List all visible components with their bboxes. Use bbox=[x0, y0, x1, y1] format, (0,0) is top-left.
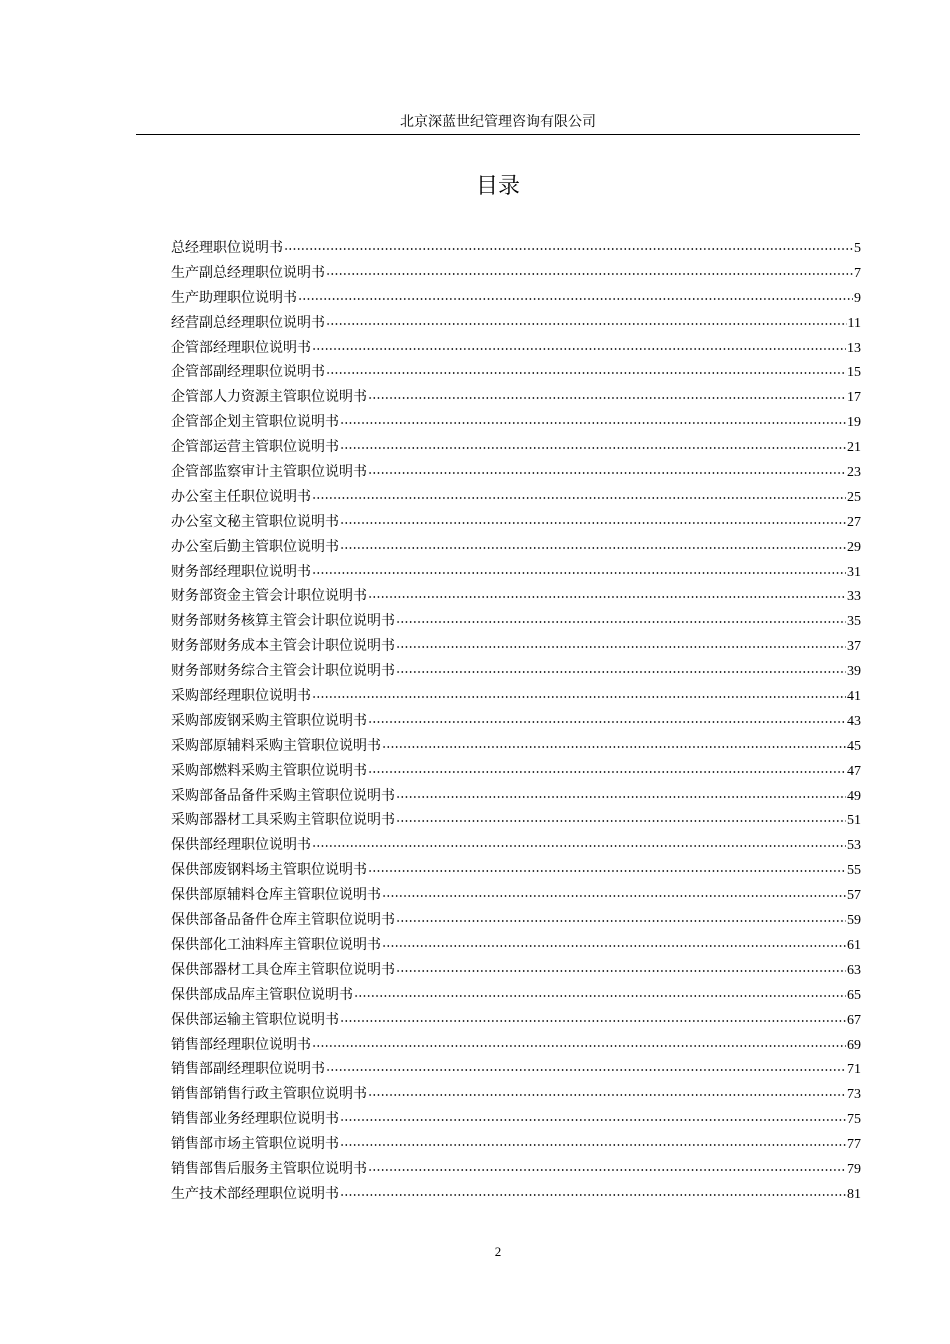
toc-entry-label: 办公室后勤主管职位说明书 bbox=[171, 538, 339, 555]
toc-dot-leader bbox=[368, 389, 846, 401]
toc-entry-page-number: 13 bbox=[847, 340, 861, 356]
toc-entry-page-number: 43 bbox=[847, 713, 861, 729]
toc-dot-leader bbox=[368, 862, 846, 874]
toc-dot-leader bbox=[312, 837, 846, 849]
toc-entry-page-number: 29 bbox=[847, 539, 861, 555]
toc-dot-leader bbox=[312, 564, 846, 576]
toc-entry-label: 财务部财务核算主管会计职位说明书 bbox=[171, 613, 395, 630]
toc-entry[interactable] bbox=[171, 883, 861, 908]
toc-entry-page-number: 39 bbox=[847, 664, 861, 680]
toc-entry[interactable] bbox=[171, 360, 861, 385]
toc-entry[interactable] bbox=[171, 560, 861, 585]
toc-entry-page-number: 55 bbox=[847, 863, 861, 879]
toc-dot-leader bbox=[396, 962, 846, 974]
toc-entry-page-number: 25 bbox=[847, 489, 861, 505]
toc-entry-label: 企管部经理职位说明书 bbox=[171, 339, 311, 356]
toc-entry[interactable] bbox=[171, 709, 861, 734]
toc-entry[interactable] bbox=[171, 261, 861, 286]
toc-dot-leader bbox=[284, 240, 853, 252]
toc-entry-page-number: 75 bbox=[847, 1112, 861, 1128]
toc-entry[interactable] bbox=[171, 584, 861, 609]
toc-entry-page-number: 61 bbox=[847, 937, 861, 953]
toc-entry-page-number: 15 bbox=[847, 365, 861, 381]
toc-dot-leader bbox=[340, 539, 846, 551]
toc-entry[interactable] bbox=[171, 684, 861, 709]
toc-dot-leader bbox=[368, 713, 846, 725]
toc-entry-label: 企管部运营主管职位说明书 bbox=[171, 439, 339, 456]
toc-entry-page-number: 23 bbox=[847, 465, 861, 481]
toc-entry-page-number: 19 bbox=[847, 415, 861, 431]
toc-entry-label: 生产副总经理职位说明书 bbox=[171, 264, 325, 281]
toc-entry[interactable] bbox=[171, 808, 861, 833]
toc-entry-label: 企管部监察审计主管职位说明书 bbox=[171, 464, 367, 481]
toc-entry-label: 采购部经理职位说明书 bbox=[171, 688, 311, 705]
toc-dot-leader bbox=[396, 788, 846, 800]
toc-entry-page-number: 51 bbox=[847, 813, 861, 829]
toc-entry-page-number: 63 bbox=[847, 962, 861, 978]
toc-entry[interactable] bbox=[171, 958, 861, 983]
toc-entry[interactable] bbox=[171, 460, 861, 485]
toc-entry-page-number: 21 bbox=[847, 440, 861, 456]
toc-dot-leader bbox=[326, 315, 847, 327]
toc-entry-page-number: 33 bbox=[847, 589, 861, 605]
toc-entry[interactable] bbox=[171, 833, 861, 858]
toc-entry[interactable] bbox=[171, 336, 861, 361]
toc-dot-leader bbox=[326, 265, 853, 277]
toc-dot-leader bbox=[396, 812, 846, 824]
page-title: 目录 bbox=[475, 174, 520, 199]
toc-entry[interactable] bbox=[171, 236, 861, 261]
toc-dot-leader bbox=[312, 340, 846, 352]
toc-dot-leader bbox=[312, 1037, 846, 1049]
toc-entry[interactable] bbox=[171, 1008, 861, 1033]
toc-entry[interactable] bbox=[171, 659, 861, 684]
toc-entry-label: 财务部经理职位说明书 bbox=[171, 563, 311, 580]
toc-entry-label: 采购部器材工具采购主管职位说明书 bbox=[171, 812, 395, 829]
toc-entry-page-number: 67 bbox=[847, 1012, 861, 1028]
toc-entry-page-number: 53 bbox=[847, 838, 861, 854]
toc-entry[interactable] bbox=[171, 634, 861, 659]
toc-dot-leader bbox=[396, 912, 846, 924]
toc-entry-label: 办公室主任职位说明书 bbox=[171, 488, 311, 505]
toc-entry[interactable] bbox=[171, 1157, 861, 1182]
toc-entry-page-number: 59 bbox=[847, 913, 861, 929]
toc-entry[interactable] bbox=[171, 1057, 861, 1082]
toc-entry-label: 销售部业务经理职位说明书 bbox=[171, 1111, 339, 1128]
toc-entry[interactable] bbox=[171, 1033, 861, 1058]
toc-dot-leader bbox=[382, 887, 846, 899]
toc-dot-leader bbox=[340, 414, 846, 426]
toc-entry-label: 采购部废钢采购主管职位说明书 bbox=[171, 712, 367, 729]
toc-entry[interactable] bbox=[171, 759, 861, 784]
toc-dot-leader bbox=[340, 514, 846, 526]
toc-entry-page-number: 77 bbox=[847, 1137, 861, 1153]
toc-entry-page-number: 41 bbox=[847, 689, 861, 705]
toc-entry[interactable] bbox=[171, 933, 861, 958]
toc-entry-label: 保供部运输主管职位说明书 bbox=[171, 1011, 339, 1028]
toc-entry-label: 销售部销售行政主管职位说明书 bbox=[171, 1086, 367, 1103]
toc-dot-leader bbox=[382, 738, 846, 750]
toc-dot-leader bbox=[368, 1086, 846, 1098]
toc-entry-label: 企管部企划主管职位说明书 bbox=[171, 414, 339, 431]
toc-entry-label: 保供部经理职位说明书 bbox=[171, 837, 311, 854]
toc-entry-page-number: 49 bbox=[847, 788, 861, 804]
toc-entry-label: 保供部器材工具仓库主管职位说明书 bbox=[171, 961, 395, 978]
toc-entry-page-number: 47 bbox=[847, 763, 861, 779]
toc-entry-page-number: 37 bbox=[847, 639, 861, 655]
toc-entry-page-number: 31 bbox=[847, 564, 861, 580]
toc-entry-page-number: 45 bbox=[847, 738, 861, 754]
toc-entry-page-number: 5 bbox=[854, 241, 861, 256]
toc-entry-label: 财务部财务成本主管会计职位说明书 bbox=[171, 638, 395, 655]
toc-entry-page-number: 27 bbox=[847, 514, 861, 530]
table-of-contents bbox=[171, 236, 861, 1207]
toc-dot-leader bbox=[382, 937, 846, 949]
toc-entry-label: 办公室文秘主管职位说明书 bbox=[171, 513, 339, 530]
toc-dot-leader bbox=[354, 987, 846, 999]
toc-entry-page-number: 17 bbox=[847, 390, 861, 406]
toc-dot-leader bbox=[326, 1061, 846, 1073]
toc-entry[interactable] bbox=[171, 535, 861, 560]
toc-entry-label: 采购部备品备件采购主管职位说明书 bbox=[171, 787, 395, 804]
toc-entry-label: 总经理职位说明书 bbox=[171, 240, 283, 256]
toc-entry-page-number: 65 bbox=[847, 987, 861, 1003]
toc-entry-label: 企管部人力资源主管职位说明书 bbox=[171, 389, 367, 406]
page-number: 2 bbox=[494, 1244, 502, 1259]
toc-entry[interactable] bbox=[171, 983, 861, 1008]
toc-entry-label: 采购部原辅料采购主管职位说明书 bbox=[171, 737, 381, 754]
toc-entry[interactable] bbox=[171, 286, 861, 311]
toc-dot-leader bbox=[340, 1136, 846, 1148]
toc-entry-page-number: 7 bbox=[854, 265, 861, 281]
toc-dot-leader bbox=[340, 1186, 846, 1198]
toc-entry-page-number: 9 bbox=[854, 290, 861, 306]
toc-entry[interactable] bbox=[171, 385, 861, 410]
toc-entry[interactable] bbox=[171, 1082, 861, 1107]
toc-entry[interactable] bbox=[171, 1107, 861, 1132]
toc-dot-leader bbox=[368, 588, 846, 600]
toc-dot-leader bbox=[340, 1111, 846, 1123]
toc-entry-label: 生产助理职位说明书 bbox=[171, 289, 297, 306]
toc-entry[interactable] bbox=[171, 908, 861, 933]
toc-entry-label: 销售部市场主管职位说明书 bbox=[171, 1136, 339, 1153]
toc-entry-label: 财务部财务综合主管会计职位说明书 bbox=[171, 663, 395, 680]
toc-entry-label: 保供部成品库主管职位说明书 bbox=[171, 986, 353, 1003]
toc-entry[interactable] bbox=[171, 784, 861, 809]
toc-entry[interactable] bbox=[171, 410, 861, 435]
toc-entry-page-number: 79 bbox=[847, 1161, 861, 1177]
toc-entry-label: 保供部化工油料库主管职位说明书 bbox=[171, 936, 381, 953]
toc-entry[interactable] bbox=[171, 311, 861, 336]
toc-entry[interactable] bbox=[171, 485, 861, 510]
toc-dot-leader bbox=[312, 489, 846, 501]
toc-entry-label: 财务部资金主管会计职位说明书 bbox=[171, 588, 367, 605]
toc-dot-leader bbox=[340, 439, 846, 451]
toc-entry-label: 采购部燃料采购主管职位说明书 bbox=[171, 762, 367, 779]
toc-dot-leader bbox=[312, 688, 846, 700]
toc-entry[interactable] bbox=[171, 1182, 861, 1207]
toc-entry-label: 保供部原辅料仓库主管职位说明书 bbox=[171, 887, 381, 904]
toc-entry-page-number: 71 bbox=[847, 1062, 861, 1078]
page-header bbox=[136, 112, 860, 135]
toc-entry-label: 经营副总经理职位说明书 bbox=[171, 314, 325, 331]
toc-entry-page-number: 73 bbox=[847, 1087, 861, 1103]
toc-entry-page-number: 81 bbox=[847, 1186, 861, 1202]
toc-entry-page-number: 57 bbox=[847, 888, 861, 904]
company-name: 北京深蓝世纪管理咨询有限公司 bbox=[400, 114, 596, 130]
toc-dot-leader bbox=[396, 613, 846, 625]
toc-entry-label: 生产技术部经理职位说明书 bbox=[171, 1185, 339, 1202]
toc-entry[interactable] bbox=[171, 858, 861, 883]
toc-entry-label: 销售部售后服务主管职位说明书 bbox=[171, 1160, 367, 1177]
toc-dot-leader bbox=[396, 663, 846, 675]
toc-entry[interactable] bbox=[171, 609, 861, 634]
toc-dot-leader bbox=[368, 464, 846, 476]
toc-entry[interactable] bbox=[171, 734, 861, 759]
toc-entry-page-number: 35 bbox=[847, 614, 861, 630]
toc-entry-page-number: 69 bbox=[847, 1037, 861, 1053]
toc-entry[interactable] bbox=[171, 1132, 861, 1157]
toc-dot-leader bbox=[368, 763, 846, 775]
toc-entry-page-number: 11 bbox=[847, 315, 861, 331]
toc-dot-leader bbox=[326, 364, 846, 376]
toc-dot-leader bbox=[368, 1161, 846, 1173]
toc-entry-label: 保供部备品备件仓库主管职位说明书 bbox=[171, 912, 395, 929]
toc-entry-label: 销售部副经理职位说明书 bbox=[171, 1061, 325, 1078]
toc-dot-leader bbox=[340, 1012, 846, 1024]
toc-entry-label: 企管部副经理职位说明书 bbox=[171, 364, 325, 381]
toc-entry[interactable] bbox=[171, 435, 861, 460]
toc-dot-leader bbox=[298, 290, 853, 302]
toc-entry-label: 销售部经理职位说明书 bbox=[171, 1036, 311, 1053]
toc-entry-label: 保供部废钢料场主管职位说明书 bbox=[171, 862, 367, 879]
toc-entry[interactable] bbox=[171, 510, 861, 535]
toc-dot-leader bbox=[396, 638, 846, 650]
